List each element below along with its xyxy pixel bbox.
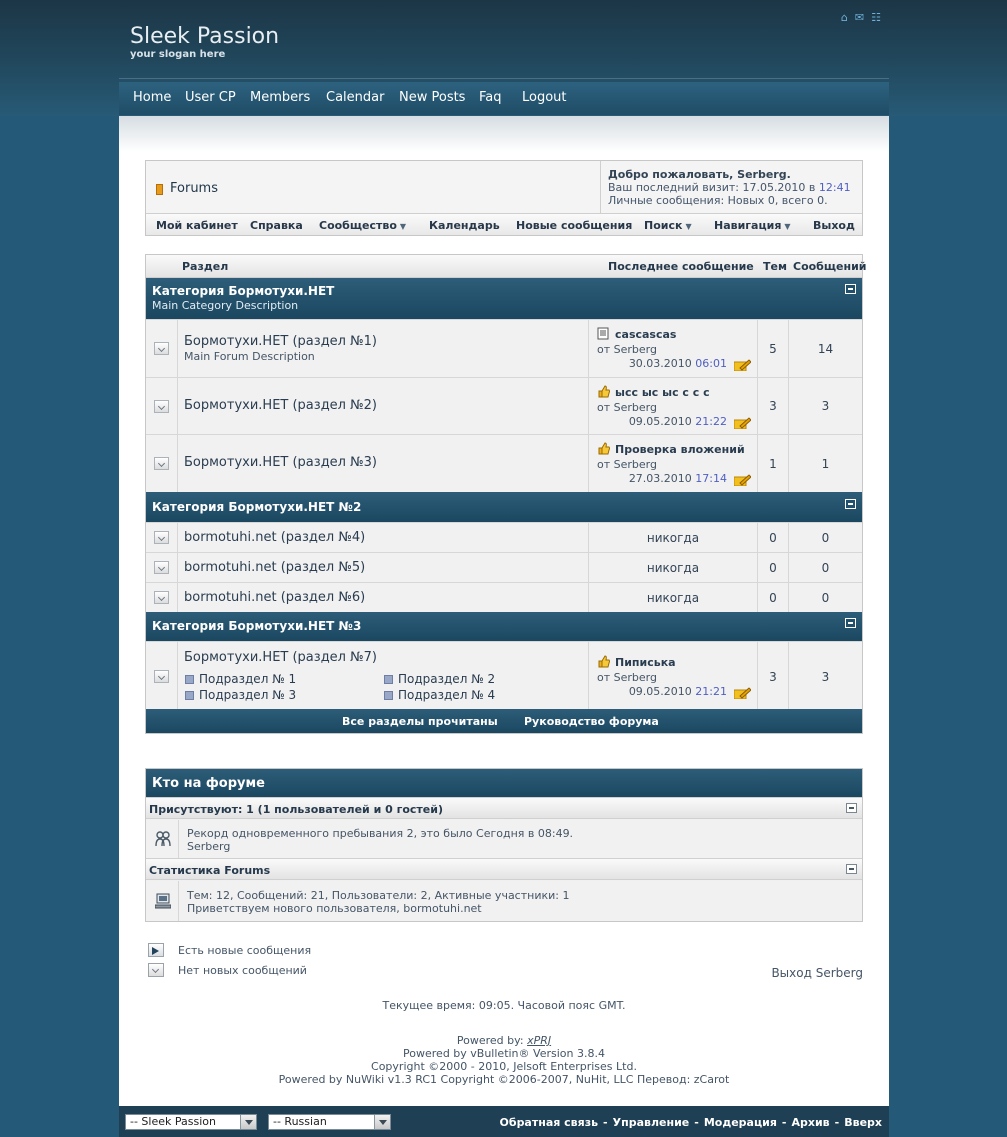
- chevron-down-icon: ▼: [399, 222, 407, 231]
- forum-status-icon: [154, 591, 169, 604]
- header-divider: [119, 78, 889, 79]
- subforum-link[interactable]: Подраздел № 3: [185, 688, 296, 702]
- xprj-link[interactable]: xPRJ: [527, 1034, 552, 1047]
- site-logo[interactable]: Sleek Passion: [130, 24, 280, 49]
- nav-community[interactable]: Сообщество ▼: [319, 219, 407, 232]
- logout-link[interactable]: Выход Serberg: [771, 966, 863, 980]
- last-post-author[interactable]: от Serberg: [597, 458, 657, 471]
- stats-body: [146, 881, 862, 921]
- footer-link-admin[interactable]: Управление: [612, 1116, 690, 1129]
- style-select-value: -- Sleek Passion: [130, 1115, 216, 1128]
- footer-link-moderation[interactable]: Модерация: [703, 1116, 777, 1129]
- chevron-down-icon: ▼: [784, 222, 791, 231]
- post-count: 14: [817, 342, 834, 356]
- subforum-icon: [384, 675, 393, 684]
- menu-new-posts[interactable]: New Posts: [399, 90, 466, 105]
- forum-status-icon: [154, 457, 169, 470]
- nav-logout[interactable]: Выход: [813, 219, 855, 232]
- post-count: 1: [821, 457, 830, 471]
- stats-section: [146, 858, 862, 880]
- forum-row: [146, 319, 862, 377]
- private-messages[interactable]: Личные сообщения: Новых 0, всего 0.: [608, 194, 828, 207]
- online-record: Рекорд одновременного пребывания 2, это было Сегодня в 08:49.: [187, 827, 574, 840]
- footer-links: Обратная связь - Управление - Модерация - Архив - Вверх: [499, 1116, 882, 1129]
- forum-table: [145, 254, 867, 734]
- last-post-title[interactable]: ысс ыс ыс с с с: [597, 385, 710, 399]
- category-header[interactable]: [146, 612, 862, 641]
- collapse-icon[interactable]: [845, 618, 856, 628]
- nav-my-cabinet[interactable]: Мой кабинет: [156, 219, 238, 232]
- nav-search[interactable]: Поиск ▼: [644, 219, 692, 232]
- category-title[interactable]: Категория Бормотухи.НЕТ: [152, 284, 335, 298]
- forum-leaders-link[interactable]: Руководство форума: [524, 715, 659, 728]
- thread-count: 3: [769, 670, 777, 684]
- online-users-body: [146, 820, 862, 858]
- forum-title[interactable]: Бормотухи.НЕТ (раздел №3): [184, 455, 377, 470]
- home-icon[interactable]: ⌂: [840, 11, 848, 24]
- last-post-title[interactable]: Проверка вложений: [597, 442, 745, 456]
- footer-link-archive[interactable]: Архив: [791, 1116, 830, 1129]
- subforum-icon: [185, 691, 194, 700]
- collapse-icon[interactable]: [845, 499, 856, 509]
- welcome-panel: [608, 168, 851, 207]
- last-post-date: 09.05.2010 21:21: [628, 685, 727, 698]
- document-icon: [597, 327, 610, 340]
- nav-help[interactable]: Справка: [250, 219, 303, 232]
- last-post-author[interactable]: от Serberg: [597, 343, 657, 356]
- forum-row: [146, 434, 862, 492]
- current-time: Текущее время: 09:05. Часовой пояс GMT.: [382, 999, 626, 1012]
- new-posts-icon: [148, 943, 164, 957]
- site-slogan: your slogan here: [130, 49, 226, 60]
- post-count: 0: [821, 591, 830, 605]
- subforum-icon: [185, 675, 194, 684]
- forum-title[interactable]: Бормотухи.НЕТ (раздел №1): [184, 334, 377, 349]
- powered-by-xprj: [119, 1034, 889, 1047]
- thread-count: 1: [769, 457, 777, 471]
- navbar: [145, 160, 863, 236]
- chevron-down-icon: ▼: [685, 222, 692, 231]
- last-post-title[interactable]: cascascas: [597, 327, 676, 341]
- language-select[interactable]: [268, 1114, 391, 1130]
- post-count: 3: [821, 399, 830, 413]
- welcome-text: Добро пожаловать, Serberg.: [608, 168, 791, 181]
- thumbs-up-icon: [597, 385, 610, 398]
- nav-calendar[interactable]: Календарь: [429, 219, 500, 232]
- legend-new-posts: Есть новые сообщения: [178, 944, 312, 957]
- language-select-value: -- Russian: [273, 1115, 327, 1128]
- dropdown-arrow-icon[interactable]: [374, 1115, 390, 1129]
- forum-row: [146, 641, 862, 709]
- category-title[interactable]: Категория Бормотухи.НЕТ №3: [152, 619, 362, 633]
- subforum-icon: [384, 691, 393, 700]
- nuwiki-credit: Powered by NuWiki v1.3 RC1 Copyright ©2006-2007, NuHit, LLC Перевод: zCarot: [278, 1073, 730, 1086]
- post-count: 0: [821, 531, 830, 545]
- category-header[interactable]: [146, 278, 862, 319]
- forum-row: [146, 377, 862, 434]
- category-header[interactable]: [146, 492, 862, 522]
- breadcrumb: [146, 161, 601, 213]
- forum-status-icon: [154, 531, 169, 544]
- subforum-link[interactable]: Подраздел № 1: [185, 672, 296, 686]
- goto-last-post-icon[interactable]: [734, 474, 751, 486]
- last-post-author[interactable]: от Serberg: [597, 401, 657, 414]
- col-threads: Тем: [763, 260, 787, 273]
- thread-count: 0: [769, 531, 777, 545]
- menu-members[interactable]: Members: [250, 90, 311, 105]
- site-header: [0, 0, 1007, 116]
- header-icons: [841, 11, 881, 24]
- forum-status-icon: [154, 670, 169, 683]
- last-post-never: никогда: [646, 591, 700, 605]
- legend-no-new-posts: Нет новых сообщений: [178, 964, 307, 977]
- online-user-link[interactable]: Serberg: [187, 840, 231, 853]
- users-icon: [154, 830, 172, 848]
- footer-bar: [119, 1106, 889, 1137]
- last-post-date: 27.03.2010 17:14: [628, 472, 727, 485]
- online-present[interactable]: Присутствуют: 1 (1 пользователей и 0 гостей): [149, 803, 443, 816]
- forum-icon: [156, 184, 163, 195]
- category-title[interactable]: Категория Бормотухи.НЕТ №2: [152, 500, 362, 514]
- footer-link-top[interactable]: Вверх: [844, 1116, 882, 1129]
- online-users-section: [146, 797, 862, 819]
- computer-icon: [155, 893, 171, 909]
- page-content: [119, 116, 889, 1106]
- vbulletin-version: Powered by vBulletin® Version 3.8.4: [403, 1047, 605, 1060]
- last-visit-time: 12:41: [818, 181, 851, 194]
- forum-title[interactable]: bormotuhi.net (раздел №6): [184, 590, 366, 605]
- main-menu: [119, 82, 889, 115]
- forum-status-icon: [154, 561, 169, 574]
- thread-count: 0: [769, 561, 777, 575]
- navbar-links: [146, 213, 862, 235]
- thumbs-up-icon: [597, 442, 610, 455]
- table-footer: [146, 709, 862, 733]
- forum-title[interactable]: bormotuhi.net (раздел №5): [184, 560, 366, 575]
- last-visit: Ваш последний визит: 17.05.2010 в: [608, 181, 816, 194]
- menu-home[interactable]: Home: [133, 90, 172, 105]
- category-description: Main Category Description: [152, 299, 299, 312]
- forum-row: [146, 582, 862, 612]
- forum-title[interactable]: Бормотухи.НЕТ (раздел №7): [184, 650, 377, 665]
- forum-stats: Тем: 12, Сообщений: 21, Пользователи: 2, Активные участники: 1: [187, 889, 570, 902]
- goto-last-post-icon[interactable]: [734, 417, 751, 429]
- whos-online-header: [146, 769, 862, 797]
- whos-online-title[interactable]: Кто на форуме: [152, 776, 265, 791]
- copyright: Copyright ©2000 - 2010, Jelsoft Enterprises Ltd.: [371, 1060, 637, 1073]
- last-post-never: никогда: [646, 531, 700, 545]
- post-count: 3: [821, 670, 830, 684]
- menu-faq[interactable]: Faq: [479, 90, 502, 105]
- subforum-link[interactable]: Подраздел № 4: [384, 688, 495, 702]
- dropdown-arrow-icon[interactable]: [240, 1115, 256, 1129]
- nav-new-posts[interactable]: Новые сообщения: [516, 219, 633, 232]
- last-post-date: 30.03.2010 06:01: [628, 357, 727, 370]
- goto-last-post-icon[interactable]: [734, 687, 751, 699]
- last-post-never: никогда: [646, 561, 700, 575]
- collapse-icon[interactable]: [846, 803, 857, 813]
- forum-title[interactable]: bormotuhi.net (раздел №4): [184, 530, 366, 545]
- powered-by-label: Powered by:: [456, 1034, 524, 1047]
- header-inner: [119, 0, 889, 116]
- forum-row: [146, 522, 862, 552]
- menu-calendar[interactable]: Calendar: [326, 90, 385, 105]
- thumbs-up-icon: [597, 655, 610, 668]
- style-select[interactable]: [125, 1114, 257, 1130]
- thread-count: 3: [769, 399, 777, 413]
- post-count: 0: [821, 561, 830, 575]
- footer-link-feedback[interactable]: Обратная связь: [499, 1116, 599, 1129]
- stats-icon-cell: [146, 881, 179, 921]
- mail-icon[interactable]: ✉: [854, 11, 865, 24]
- last-post-author[interactable]: от Serberg: [597, 671, 657, 684]
- collapse-icon[interactable]: [846, 864, 857, 874]
- col-posts: Сообщений: [793, 260, 867, 273]
- nav-navigation[interactable]: Навигация ▼: [714, 219, 791, 232]
- no-new-posts-icon: [148, 963, 164, 977]
- stats-title: Статистика Forums: [149, 864, 271, 877]
- sitemap-icon[interactable]: ☷: [871, 11, 881, 24]
- col-forum: Раздел: [182, 260, 229, 273]
- last-post-date: 09.05.2010 21:22: [628, 415, 727, 428]
- forum-description: Main Forum Description: [184, 350, 315, 363]
- forum-row: [146, 552, 862, 582]
- collapse-icon[interactable]: [845, 284, 856, 294]
- newest-member[interactable]: Приветствуем нового пользователя, bormotuhi.net: [187, 902, 482, 915]
- menu-user-cp[interactable]: User CP: [185, 90, 236, 105]
- mark-forums-read-link[interactable]: Все разделы прочитаны: [342, 715, 498, 728]
- thread-count: 0: [769, 591, 777, 605]
- breadcrumb-title[interactable]: Forums: [170, 181, 218, 196]
- users-icon-cell: [146, 820, 179, 858]
- forum-title[interactable]: Бормотухи.НЕТ (раздел №2): [184, 398, 377, 413]
- table-header: [146, 255, 867, 278]
- last-post-title[interactable]: Пиписька: [597, 655, 676, 669]
- whos-online: [145, 768, 863, 922]
- forum-status-icon: [154, 342, 169, 355]
- thread-count: 5: [769, 342, 777, 356]
- forum-status-icon: [154, 400, 169, 413]
- goto-last-post-icon[interactable]: [734, 359, 751, 371]
- subforum-link[interactable]: Подраздел № 2: [384, 672, 495, 686]
- menu-logout[interactable]: Logout: [522, 90, 567, 105]
- col-last-post: Последнее сообщение: [608, 260, 754, 273]
